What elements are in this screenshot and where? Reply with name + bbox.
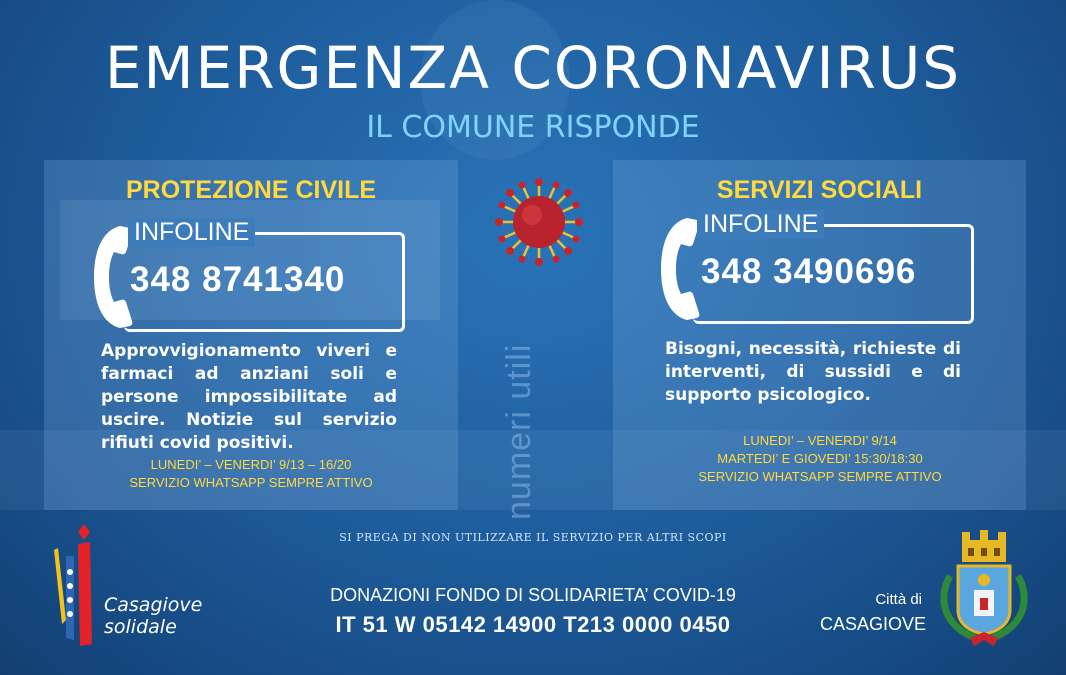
protezione-civile-panel: [44, 160, 458, 510]
logo-line: Casagiove: [104, 594, 203, 616]
phone-number[interactable]: 348 3490696: [701, 252, 917, 291]
usage-notice: SI PREGA DI NON UTILIZZARE IL SERVIZIO PER ALTRI SCOPI: [339, 531, 727, 544]
coat-of-arms-icon: [936, 526, 1032, 648]
page-title: EMERGENZA CORONAVIRUS: [104, 34, 962, 102]
infoline-label: INFOLINE: [128, 218, 255, 247]
page-subtitle: IL COMUNE RISPONDE: [366, 110, 700, 145]
opening-hours: [44, 456, 458, 492]
panel-title: PROTEZIONE CIVILE: [125, 176, 377, 204]
servizi-sociali-panel: [613, 160, 1026, 510]
numeri-utili-label: numeri utili: [500, 343, 538, 520]
city-name: CASAGIOVE: [819, 614, 926, 634]
logo-line: solidale: [104, 616, 177, 638]
opening-hours: [613, 432, 1027, 486]
hours-line: MARTEDI’ E GIOVEDI’ 15:30/18:30: [717, 451, 923, 466]
phone-number[interactable]: 348 8741340: [130, 260, 346, 299]
virus-icon: [494, 177, 584, 267]
city-prefix: Città di: [875, 591, 922, 608]
panel-title: SERVIZI SOCIALI: [716, 176, 923, 204]
city-label: [790, 591, 926, 635]
iban-code[interactable]: IT 51 W 05142 14900 T213 0000 0450: [335, 612, 731, 637]
whatsapp-line: SERVIZIO WHATSAPP SEMPRE ATTIVO: [698, 469, 942, 484]
service-description: Bisogni, necessità, richieste di interventi, di sussidi e di supporto psicologico.: [665, 339, 961, 405]
hours-line: LUNEDI’ – VENERDI’ 9/14: [743, 433, 897, 448]
service-description: Approvvigionamento viveri e farmaci ad anziani soli e persone impossibilitate ad uscire. Notizie sul servizio rifiuti covid positivi.: [101, 341, 397, 453]
donation-label: DONAZIONI FONDO DI SOLIDARIETA’ COVID-19: [330, 585, 736, 605]
infoline-label: INFOLINE: [697, 210, 824, 239]
whatsapp-line: SERVIZIO WHATSAPP SEMPRE ATTIVO: [129, 475, 373, 490]
hours-line: LUNEDI’ – VENERDI’ 9/13 – 16/20: [150, 457, 352, 472]
